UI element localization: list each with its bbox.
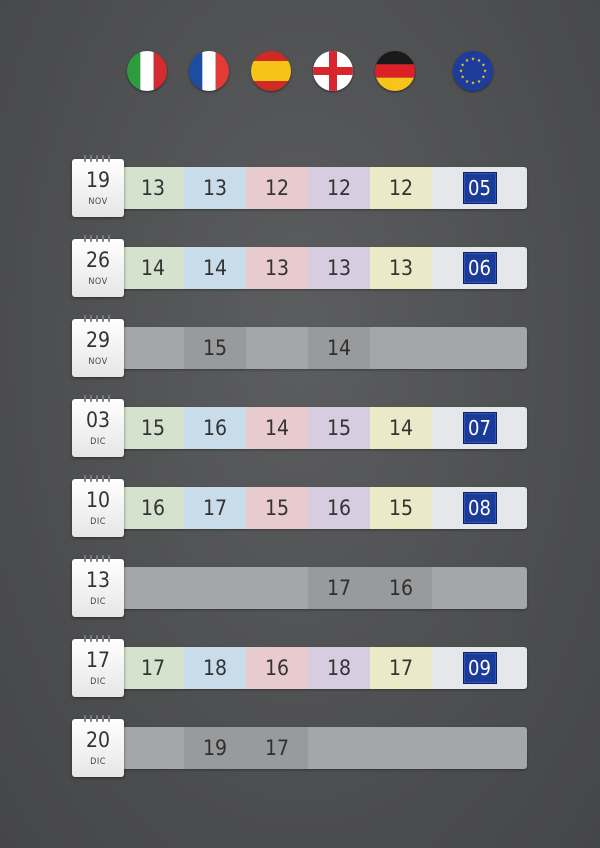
value-cell-de: 14 xyxy=(370,407,432,449)
germany-flag-icon xyxy=(375,51,415,91)
flag-header xyxy=(0,51,600,93)
value-cell-es: 15 xyxy=(246,487,308,529)
calendar-icon xyxy=(72,159,124,217)
date-day: 26 xyxy=(85,248,111,272)
value-cell-fr: 14 xyxy=(184,247,246,289)
calendar-icon xyxy=(72,639,124,697)
svg-text:★: ★ xyxy=(481,74,486,81)
value-cell-it: 16 xyxy=(122,487,184,529)
eu-number-badge: 06 xyxy=(463,252,497,284)
calendar-rings xyxy=(84,635,114,643)
schedule-row xyxy=(72,719,532,781)
value-cell-eu xyxy=(432,407,527,449)
value-cell-it xyxy=(122,727,184,769)
value-cell-it: 13 xyxy=(122,167,184,209)
italy-flag-icon xyxy=(127,51,167,91)
date-day: 13 xyxy=(85,568,111,592)
calendar-icon xyxy=(72,319,124,377)
calendar-rings xyxy=(84,555,114,563)
value-cell-en: 18 xyxy=(308,647,370,689)
date-day: 20 xyxy=(85,728,111,752)
date-month: DIC xyxy=(90,437,106,447)
value-cell-eu xyxy=(432,647,527,689)
value-cell-es: 17 xyxy=(246,727,308,769)
value-cell-fr: 18 xyxy=(184,647,246,689)
calendar-icon xyxy=(72,399,124,457)
value-cell-fr: 15 xyxy=(184,327,246,369)
svg-text:★: ★ xyxy=(460,62,465,69)
value-cell-it xyxy=(122,327,184,369)
svg-text:★: ★ xyxy=(476,58,482,65)
value-cell-eu xyxy=(432,727,527,769)
calendar-rings xyxy=(84,715,114,723)
value-cell-eu xyxy=(432,327,527,369)
schedule-row xyxy=(72,479,532,541)
value-cell-es xyxy=(246,567,308,609)
eu-flag-icon xyxy=(453,51,493,91)
england-flag-icon xyxy=(313,51,353,91)
values-strip xyxy=(122,647,527,689)
date-day: 17 xyxy=(85,648,111,672)
value-cell-en: 12 xyxy=(308,167,370,209)
date-month: DIC xyxy=(90,517,106,527)
svg-text:★: ★ xyxy=(464,78,470,85)
values-strip xyxy=(122,327,527,369)
value-cell-de xyxy=(370,727,432,769)
eu-number-badge: 09 xyxy=(463,652,497,684)
values-strip xyxy=(122,407,527,449)
date-day: 10 xyxy=(85,488,111,512)
value-cell-de xyxy=(370,327,432,369)
calendar-icon xyxy=(72,559,124,617)
date-day: 19 xyxy=(85,168,111,192)
values-strip xyxy=(122,567,527,609)
value-cell-eu xyxy=(432,487,527,529)
eu-number-badge: 05 xyxy=(463,172,497,204)
svg-text:★: ★ xyxy=(476,78,482,85)
svg-text:★: ★ xyxy=(470,80,476,87)
schedule-row xyxy=(72,319,532,381)
calendar-icon xyxy=(72,239,124,297)
date-month: DIC xyxy=(90,677,106,687)
value-cell-en: 15 xyxy=(308,407,370,449)
value-cell-es: 13 xyxy=(246,247,308,289)
svg-text:★: ★ xyxy=(482,68,488,75)
value-cell-es: 16 xyxy=(246,647,308,689)
france-flag-icon xyxy=(189,51,229,91)
value-cell-en: 16 xyxy=(308,487,370,529)
value-cell-en: 14 xyxy=(308,327,370,369)
value-cell-de: 15 xyxy=(370,487,432,529)
calendar-icon xyxy=(72,479,124,537)
value-cell-it xyxy=(122,567,184,609)
values-strip xyxy=(122,247,527,289)
value-cell-fr: 16 xyxy=(184,407,246,449)
values-strip xyxy=(122,487,527,529)
svg-text:★: ★ xyxy=(470,56,476,63)
schedule-row xyxy=(72,399,532,461)
calendar-icon xyxy=(72,719,124,777)
value-cell-es xyxy=(246,327,308,369)
values-strip xyxy=(122,727,527,769)
calendar-rings xyxy=(84,315,114,323)
date-month: DIC xyxy=(90,757,106,767)
value-cell-de: 16 xyxy=(370,567,432,609)
date-month: NOV xyxy=(88,197,108,207)
value-cell-de: 12 xyxy=(370,167,432,209)
value-cell-it: 17 xyxy=(122,647,184,689)
value-cell-de: 17 xyxy=(370,647,432,689)
value-cell-fr: 13 xyxy=(184,167,246,209)
svg-text:★: ★ xyxy=(481,62,486,69)
value-cell-es: 14 xyxy=(246,407,308,449)
date-day: 29 xyxy=(85,328,111,352)
value-cell-en xyxy=(308,727,370,769)
calendar-rings xyxy=(84,475,114,483)
value-cell-eu xyxy=(432,167,527,209)
calendar-rings xyxy=(84,235,114,243)
value-cell-de: 13 xyxy=(370,247,432,289)
svg-text:★: ★ xyxy=(460,74,465,81)
schedule-row xyxy=(72,639,532,701)
calendar-rings xyxy=(84,395,114,403)
value-cell-it: 14 xyxy=(122,247,184,289)
value-cell-en: 13 xyxy=(308,247,370,289)
spain-flag-icon xyxy=(251,51,291,91)
eu-number-badge: 07 xyxy=(463,412,497,444)
value-cell-en: 17 xyxy=(308,567,370,609)
svg-text:★: ★ xyxy=(464,58,470,65)
value-cell-eu xyxy=(432,567,527,609)
value-cell-eu xyxy=(432,247,527,289)
schedule-row xyxy=(72,239,532,301)
calendar-rings xyxy=(84,155,114,163)
schedule-row xyxy=(72,559,532,621)
value-cell-fr xyxy=(184,567,246,609)
value-cell-it: 15 xyxy=(122,407,184,449)
value-cell-es: 12 xyxy=(246,167,308,209)
eu-number-badge: 08 xyxy=(463,492,497,524)
value-cell-fr: 19 xyxy=(184,727,246,769)
date-month: DIC xyxy=(90,597,106,607)
values-strip xyxy=(122,167,527,209)
date-month: NOV xyxy=(88,357,108,367)
date-month: NOV xyxy=(88,277,108,287)
value-cell-fr: 17 xyxy=(184,487,246,529)
svg-text:★: ★ xyxy=(458,68,464,75)
schedule-row xyxy=(72,159,532,221)
date-day: 03 xyxy=(85,408,111,432)
